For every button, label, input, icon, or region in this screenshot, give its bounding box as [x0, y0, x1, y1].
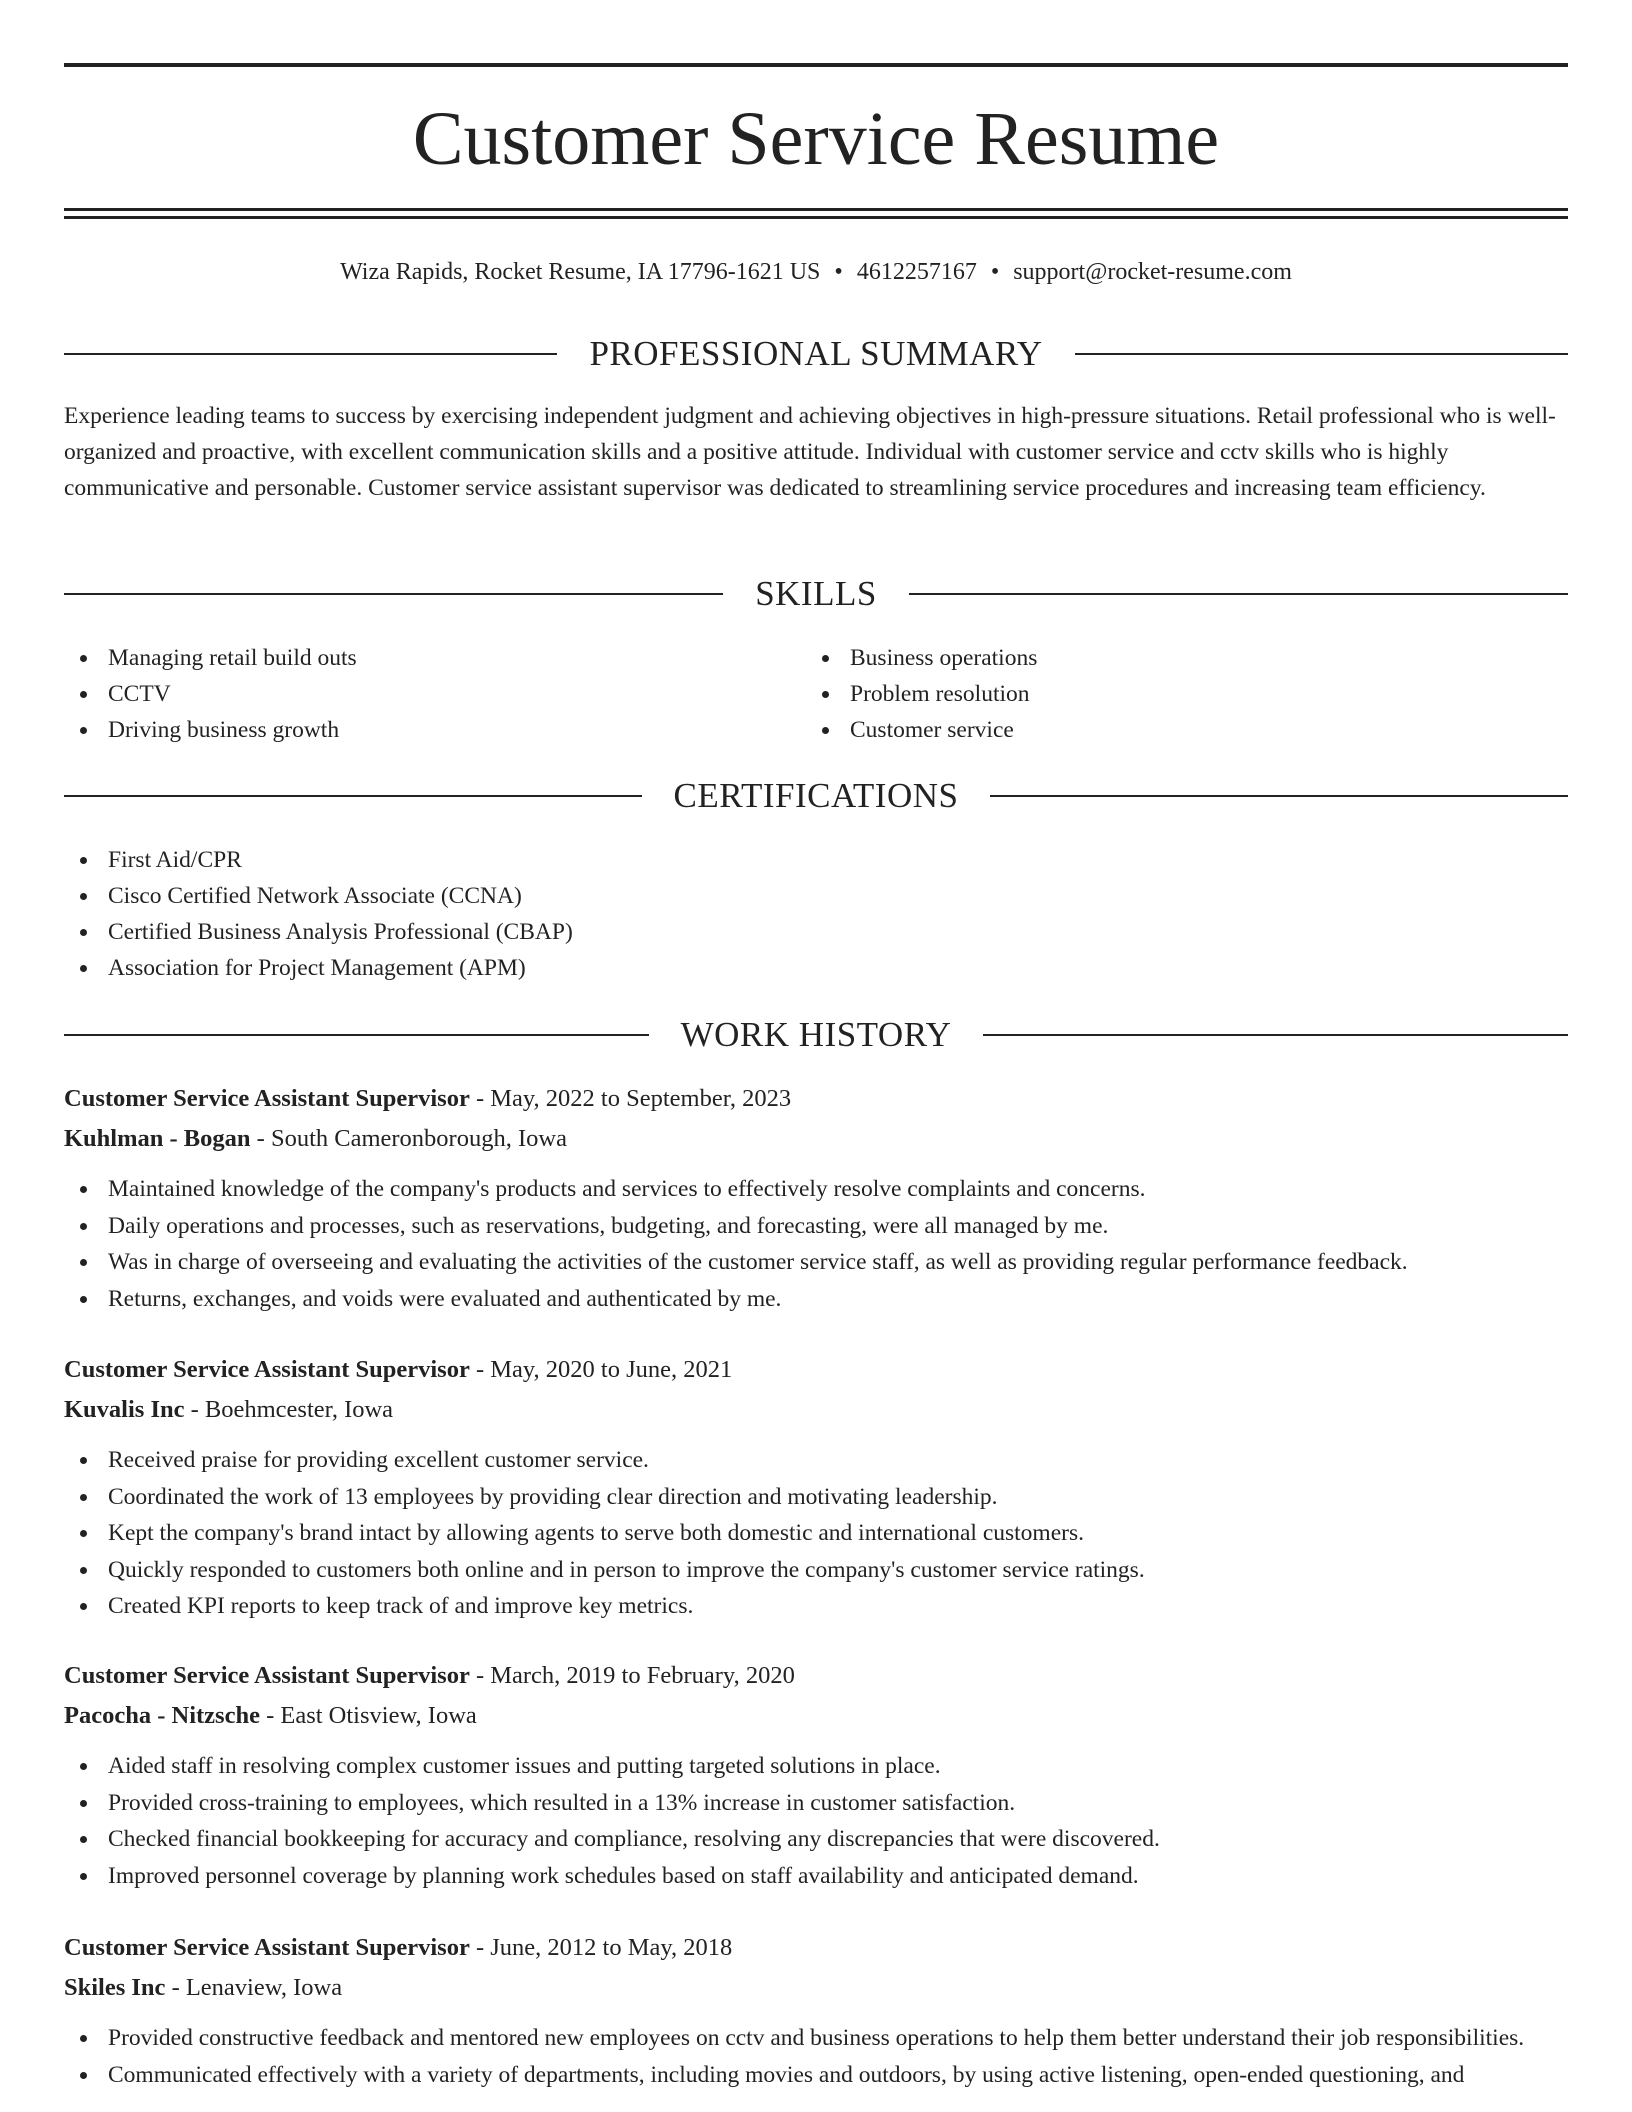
job-company-line	[64, 1121, 1568, 1157]
certification-item: Cisco Certified Network Associate (CCNA)	[64, 878, 1568, 914]
resume-title: Customer Service Resume	[412, 97, 1220, 181]
contact-separator: •	[834, 259, 843, 285]
job-role-line	[64, 1658, 1568, 1694]
job-location: - East Otisview, Iowa	[259, 1702, 477, 1729]
section-title: SKILLS	[755, 574, 877, 613]
heading-rule	[64, 353, 557, 355]
contact-line	[64, 254, 1568, 290]
heading-rule	[1075, 353, 1568, 355]
contact-email[interactable]: support@rocket-resume.com	[1013, 259, 1292, 285]
job-bullet: Created KPI reports to keep track of and improve key metrics.	[64, 1588, 1568, 1625]
job-company: Pacocha - Nitzsche	[64, 1702, 260, 1729]
job-dates: - March, 2019 to February, 2020	[469, 1662, 795, 1689]
heading-rule	[64, 593, 723, 595]
certifications-list	[64, 842, 1568, 986]
job-dates: - May, 2022 to September, 2023	[469, 1085, 792, 1112]
heading-rule	[990, 795, 1568, 797]
section-heading-certifications	[64, 774, 1568, 818]
job-title: Customer Service Assistant Supervisor	[64, 1934, 470, 1961]
job-bullet: Provided constructive feedback and mentored new employees on cctv and business operations to help them better understand their job responsibilities.	[64, 2020, 1568, 2057]
job-bullet: Received praise for providing excellent customer service.	[64, 1442, 1568, 1479]
skill-item: CCTV	[64, 676, 764, 712]
job-bullets	[64, 1442, 1568, 1625]
job-bullet: Communicated effectively with a variety of departments, including movies and outdoors, by using active listening, open-ended questioning, and	[64, 2057, 1568, 2094]
title-double-rule	[64, 208, 1568, 219]
heading-rule	[64, 795, 642, 797]
job-entry	[64, 1081, 1568, 1317]
skills-list-left	[64, 640, 764, 748]
job-company-line	[64, 1970, 1568, 2006]
section-title: WORK HISTORY	[680, 1015, 952, 1054]
section-heading-skills	[64, 572, 1568, 616]
job-company-line	[64, 1698, 1568, 1734]
job-role-line	[64, 1930, 1568, 1966]
job-bullet: Maintained knowledge of the company's products and services to effectively resolve complaints and concerns.	[64, 1171, 1568, 1208]
skill-item: Managing retail build outs	[64, 640, 764, 676]
summary-text: Experience leading teams to success by exercising independent judgment and achieving objectives in high-pressure situations. Retail professional who is well-organized and proactive, with excellent communication skills and a positive attitude. Individual with customer service and cctv skills who is highly communicative and personable. Customer service assistant supervisor was dedicated to streamlining service procedures and increasing team efficiency.	[64, 403, 1556, 501]
skill-item: Business operations	[806, 640, 1506, 676]
top-rule	[64, 63, 1568, 67]
skill-item: Problem resolution	[806, 676, 1506, 712]
certification-item: First Aid/CPR	[64, 842, 1568, 878]
job-entry	[64, 1352, 1568, 1625]
job-dates: - June, 2012 to May, 2018	[469, 1934, 733, 1961]
job-company: Kuhlman - Bogan	[64, 1125, 251, 1152]
job-bullet: Was in charge of overseeing and evaluating the activities of the customer service staff, as well as providing regular performance feedback.	[64, 1244, 1568, 1281]
job-company: Skiles Inc	[64, 1974, 166, 2001]
job-location: - Lenaview, Iowa	[165, 1974, 343, 2001]
job-company-line	[64, 1392, 1568, 1428]
section-heading-work-history	[64, 1013, 1568, 1057]
job-title: Customer Service Assistant Supervisor	[64, 1356, 470, 1383]
skill-item: Driving business growth	[64, 712, 764, 748]
job-bullets	[64, 1171, 1568, 1317]
job-bullet: Aided staff in resolving complex customer issues and putting targeted solutions in place.	[64, 1748, 1568, 1785]
job-bullet: Coordinated the work of 13 employees by providing clear direction and motivating leadership.	[64, 1479, 1568, 1516]
job-title: Customer Service Assistant Supervisor	[64, 1085, 470, 1112]
job-bullet: Returns, exchanges, and voids were evaluated and authenticated by me.	[64, 1281, 1568, 1318]
section-heading-summary	[64, 332, 1568, 376]
section-title: CERTIFICATIONS	[673, 776, 959, 815]
certification-item: Certified Business Analysis Professional (CBAP)	[64, 914, 1568, 950]
job-company: Kuvalis Inc	[64, 1396, 185, 1423]
contact-address: Wiza Rapids, Rocket Resume, IA 17796-1621 US	[340, 259, 821, 285]
job-location: - South Cameronborough, Iowa	[250, 1125, 567, 1152]
job-role-line	[64, 1352, 1568, 1388]
contact-phone: 4612257167	[856, 259, 977, 285]
contact-separator: •	[990, 259, 1000, 285]
job-bullets	[64, 1748, 1568, 1894]
job-bullet: Improved personnel coverage by planning work schedules based on staff availability and anticipated demand.	[64, 1858, 1568, 1895]
job-title: Customer Service Assistant Supervisor	[64, 1662, 470, 1689]
job-dates: - May, 2020 to June, 2021	[469, 1356, 733, 1383]
heading-rule	[909, 593, 1568, 595]
job-bullets	[64, 2020, 1568, 2093]
skills-list-right	[806, 640, 1506, 748]
job-entry	[64, 1930, 1568, 2093]
job-bullet: Daily operations and processes, such as reservations, budgeting, and forecasting, were all managed by me.	[64, 1208, 1568, 1245]
job-bullet: Checked financial bookkeeping for accuracy and compliance, resolving any discrepancies that were discovered.	[64, 1821, 1568, 1858]
job-role-line	[64, 1081, 1568, 1117]
certification-item: Association for Project Management (APM)	[64, 950, 1568, 986]
job-bullet: Provided cross-training to employees, which resulted in a 13% increase in customer satisfaction.	[64, 1785, 1568, 1822]
section-title: PROFESSIONAL SUMMARY	[589, 334, 1043, 373]
skill-item: Customer service	[806, 712, 1506, 748]
heading-rule	[983, 1034, 1568, 1036]
job-location: - Boehmcester, Iowa	[184, 1396, 394, 1423]
job-bullet: Quickly responded to customers both online and in person to improve the company's customer service ratings.	[64, 1552, 1568, 1589]
job-bullet: Kept the company's brand intact by allowing agents to serve both domestic and international customers.	[64, 1515, 1568, 1552]
job-entry	[64, 1658, 1568, 1894]
heading-rule	[64, 1034, 649, 1036]
